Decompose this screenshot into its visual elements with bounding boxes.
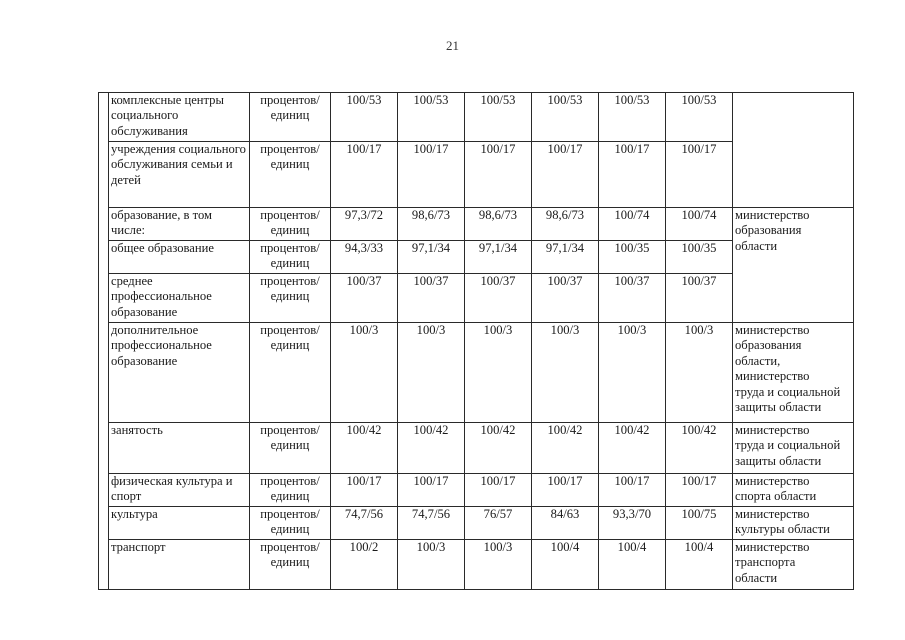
value-cell: 100/74: [599, 208, 666, 241]
value-cell: 100/42: [532, 423, 599, 474]
value-cell: 74,7/56: [398, 507, 465, 540]
indicator-name: физическая культура и спорт: [109, 474, 250, 507]
responsible-cell: [733, 93, 854, 208]
responsible-cell: министерство труда и социальной защиты области: [733, 423, 854, 474]
page-number: 21: [446, 38, 459, 53]
value-cell: 100/42: [666, 423, 733, 474]
indicator-name: учреждения социального обслуживания семьи и детей: [109, 142, 250, 208]
table-row: [99, 507, 854, 540]
value-cell: 100/17: [532, 142, 599, 208]
value-cell: 93,3/70: [599, 507, 666, 540]
unit-cell: процентов/ единиц: [250, 241, 331, 274]
value-cell: 100/17: [398, 474, 465, 507]
value-cell: 100/4: [599, 540, 666, 590]
unit-cell: процентов/ единиц: [250, 423, 331, 474]
value-cell: 100/53: [532, 93, 599, 142]
value-cell: 100/3: [398, 540, 465, 590]
value-cell: 97,3/72: [331, 208, 398, 241]
value-cell: 100/4: [666, 540, 733, 590]
value-cell: 100/2: [331, 540, 398, 590]
value-cell: 76/57: [465, 507, 532, 540]
value-cell: 98,6/73: [465, 208, 532, 241]
unit-cell: процентов/ единиц: [250, 208, 331, 241]
value-cell: 100/3: [398, 323, 465, 423]
value-cell: 100/53: [666, 93, 733, 142]
responsible-cell: министерство образования области, министерство труда и социальной защиты области: [733, 323, 854, 423]
value-cell: 100/42: [331, 423, 398, 474]
value-cell: 100/37: [666, 274, 733, 323]
value-cell: 100/17: [398, 142, 465, 208]
indicator-name: среднее профессиональное образование: [109, 274, 250, 323]
data-table: [98, 92, 854, 590]
value-cell: 100/37: [398, 274, 465, 323]
value-cell: 100/42: [465, 423, 532, 474]
indicator-name: культура: [109, 507, 250, 540]
value-cell: 100/3: [331, 323, 398, 423]
value-cell: 100/42: [599, 423, 666, 474]
indicator-name: общее образование: [109, 241, 250, 274]
unit-cell: процентов/ единиц: [250, 274, 331, 323]
responsible-cell: министерство транспорта области: [733, 540, 854, 590]
value-cell: 100/53: [465, 93, 532, 142]
value-cell: 100/17: [331, 474, 398, 507]
unit-cell: процентов/ единиц: [250, 93, 331, 142]
value-cell: 97,1/34: [465, 241, 532, 274]
indicator-name: дополнительное профессиональное образование: [109, 323, 250, 423]
value-cell: 100/3: [532, 323, 599, 423]
responsible-cell: министерство культуры области: [733, 507, 854, 540]
value-cell: 100/17: [532, 474, 599, 507]
value-cell: 100/17: [465, 474, 532, 507]
value-cell: 100/3: [465, 323, 532, 423]
value-cell: 100/3: [599, 323, 666, 423]
value-cell: 100/3: [666, 323, 733, 423]
unit-cell: процентов/ единиц: [250, 142, 331, 208]
value-cell: 100/37: [599, 274, 666, 323]
value-cell: 100/53: [398, 93, 465, 142]
value-cell: 100/17: [331, 142, 398, 208]
value-cell: 100/3: [465, 540, 532, 590]
value-cell: 84/63: [532, 507, 599, 540]
value-cell: 74,7/56: [331, 507, 398, 540]
table-row: [99, 208, 854, 241]
value-cell: 100/17: [599, 474, 666, 507]
table-row: [99, 423, 854, 474]
indicator-name: транспорт: [109, 540, 250, 590]
value-cell: 100/53: [331, 93, 398, 142]
value-cell: 100/75: [666, 507, 733, 540]
unit-cell: процентов/ единиц: [250, 507, 331, 540]
unit-cell: процентов/ единиц: [250, 474, 331, 507]
value-cell: 98,6/73: [398, 208, 465, 241]
value-cell: 98,6/73: [532, 208, 599, 241]
value-cell: 100/37: [532, 274, 599, 323]
indicator-name: занятость: [109, 423, 250, 474]
value-cell: 97,1/34: [398, 241, 465, 274]
value-cell: 100/42: [398, 423, 465, 474]
value-cell: 97,1/34: [532, 241, 599, 274]
responsible-cell: министерство образования области: [733, 208, 854, 323]
value-cell: 100/35: [599, 241, 666, 274]
value-cell: 100/4: [532, 540, 599, 590]
value-cell: 100/37: [465, 274, 532, 323]
value-cell: 94,3/33: [331, 241, 398, 274]
unit-cell: процентов/ единиц: [250, 323, 331, 423]
value-cell: 100/37: [331, 274, 398, 323]
unit-cell: процентов/ единиц: [250, 540, 331, 590]
table-row: [99, 474, 854, 507]
indicator-name: комплексные центры социального обслуживания: [109, 93, 250, 142]
table-row: [99, 93, 854, 142]
value-cell: 100/17: [666, 474, 733, 507]
indicator-name: образование, в том числе:: [109, 208, 250, 241]
value-cell: 100/74: [666, 208, 733, 241]
table-row: [99, 323, 854, 423]
value-cell: 100/17: [599, 142, 666, 208]
value-cell: 100/17: [666, 142, 733, 208]
value-cell: 100/35: [666, 241, 733, 274]
value-cell: 100/17: [465, 142, 532, 208]
row-number-cell: [99, 93, 109, 590]
responsible-cell: министерство спорта области: [733, 474, 854, 507]
table-row: [99, 540, 854, 590]
value-cell: 100/53: [599, 93, 666, 142]
